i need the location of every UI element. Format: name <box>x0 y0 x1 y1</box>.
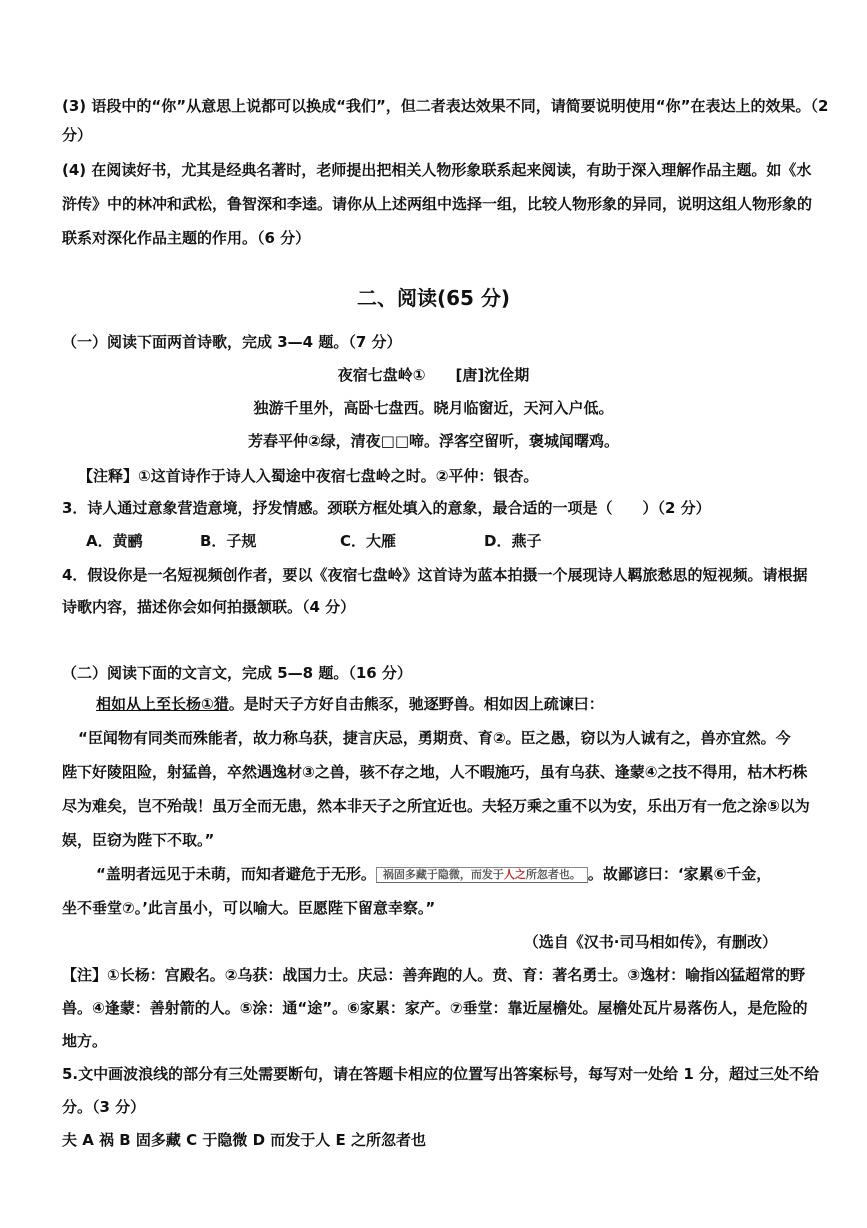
question-3: 3．诗人通过意象营造意境，抒发情感。颈联方框处填入的意象，最合适的一项是（ ）（2 分） <box>62 499 711 517</box>
question-5-segmentation: 夫 A 祸 B 固多藏 C 于隐微 D 而发于人 E 之所忽者也 <box>62 1131 426 1149</box>
part-2-heading: （二）阅读下面的文言文，完成 5—8 题。（16 分） <box>62 664 412 682</box>
classical-paragraph-2: “臣闻物有同类而殊能者，故力称乌获，捷言庆忌，勇期贲、育②。臣之愚，窃以为人诚有之，兽亦宜然。今 <box>78 729 791 747</box>
question-3-line: (3) 语段中的“你”从意思上说都可以换成“我们”，但二者表达效果不同，请简要说明使用“你”在表达上的效果。（2 <box>62 97 829 115</box>
question-4-line-2: 浒传》中的林冲和武松，鲁智深和李逵。请你从上述两组中选择一组，比较人物形象的异同，说明这组人物形象的 <box>62 195 813 213</box>
question-5: 5.文中画波浪线的部分有三处需要断句，请在答题卡相应的位置写出答案标号，每写对一处给 1 分，超过三处不给 <box>62 1065 820 1083</box>
option-b: B．子规 <box>200 532 257 550</box>
classical-paragraph-3: 陛下好陵阻险，射猛兽，卒然遇逸材③之兽，骇不存之地，人不暇施巧，虽有乌获、逢蒙④之技不得用，枯木朽株 <box>62 763 808 781</box>
underlined-phrase: 相如从上至长杨①猎 <box>96 695 229 713</box>
option-d: D．燕子 <box>484 532 542 550</box>
wavy-underlined-segment: 祸固多藏于隐微，而发于人之所忽者也。 <box>376 867 588 883</box>
option-a: A．黄鹂 <box>86 532 143 550</box>
question-3-line-2: 分） <box>62 126 93 144</box>
poem-line-1: 独游千里外，高卧七盘西。晓月临窗近，天河入户低。 <box>253 399 614 417</box>
poem-note: 【注释】①这首诗作于诗人入蜀途中夜宿七盘岭之时。②平仲：银杏。 <box>78 467 539 485</box>
question-5-line-2: 分。（3 分） <box>62 1098 146 1116</box>
annotation-line-2: 兽。④逢蒙：善射箭的人。⑤涂：通“途”。⑥家累：家产。⑦垂堂：靠近屋檐处。屋檐处瓦片易落伤人，是危险的 <box>62 999 808 1017</box>
poem-title: 夜宿七盘岭① [唐]沈佺期 <box>337 366 530 384</box>
paragraph-1-rest: 。是时天子方好自击熊豕，驰逐野兽。相如因上疏谏曰： <box>228 695 604 713</box>
annotation-line-3: 地方。 <box>62 1032 108 1050</box>
classical-paragraph-1 <box>96 694 604 714</box>
source-citation: （选自《汉书·司马相如传》，有删改） <box>523 933 777 951</box>
paragraph-6-end: 。故鄙谚曰：‘家累⑥千金， <box>587 865 772 883</box>
question-4-line-3: 联系对深化作品主题的作用。（6 分） <box>62 229 311 247</box>
part-1-heading: （一）阅读下面两首诗歌，完成 3—4 题。（7 分） <box>62 333 402 351</box>
paragraph-6-start: “盖明者远见于未萌，而知者避危于无形。 <box>96 865 376 883</box>
option-c: C．大雁 <box>340 532 397 550</box>
classical-paragraph-6 <box>96 864 771 884</box>
classical-paragraph-7: 坐不垂堂⑦。’此言虽小，可以喻大。臣愿陛下留意幸察。” <box>62 899 436 917</box>
classical-paragraph-4: 尽为难矣，岂不殆哉！虽万全而无患，然本非天子之所宜近也。夫轻万乘之重不以为安，乐出万有一危之涂⑤以为 <box>62 797 810 815</box>
section-heading: 二、阅读(65 分) <box>356 286 511 310</box>
question-4-line-b: 诗歌内容，描述你会如何拍摄颔联。（4 分） <box>62 598 356 616</box>
annotation-line-1: 【注】①长杨：宫殿名。②乌获：战国力士。庆忌：善奔跑的人。贲、育：著名勇士。③逸材：喻指凶猛超常的野 <box>62 966 806 984</box>
poem-line-2: 芳春平仲②绿，清夜□□啼。浮客空留听，褒城闻曙鸡。 <box>247 432 620 450</box>
question-4-line: (4) 在阅读好书，尤其是经典名著时，老师提出把相关人物形象联系起来阅读，有助于深入理解作品主题。如《水 <box>62 161 812 179</box>
question-4: 4．假设你是一名短视频创作者，要以《夜宿七盘岭》这首诗为蓝本拍摄一个展现诗人羁旅愁思的短视频。请根据 <box>62 566 808 584</box>
classical-paragraph-5: 娱，臣窃为陛下不取。” <box>62 831 215 849</box>
